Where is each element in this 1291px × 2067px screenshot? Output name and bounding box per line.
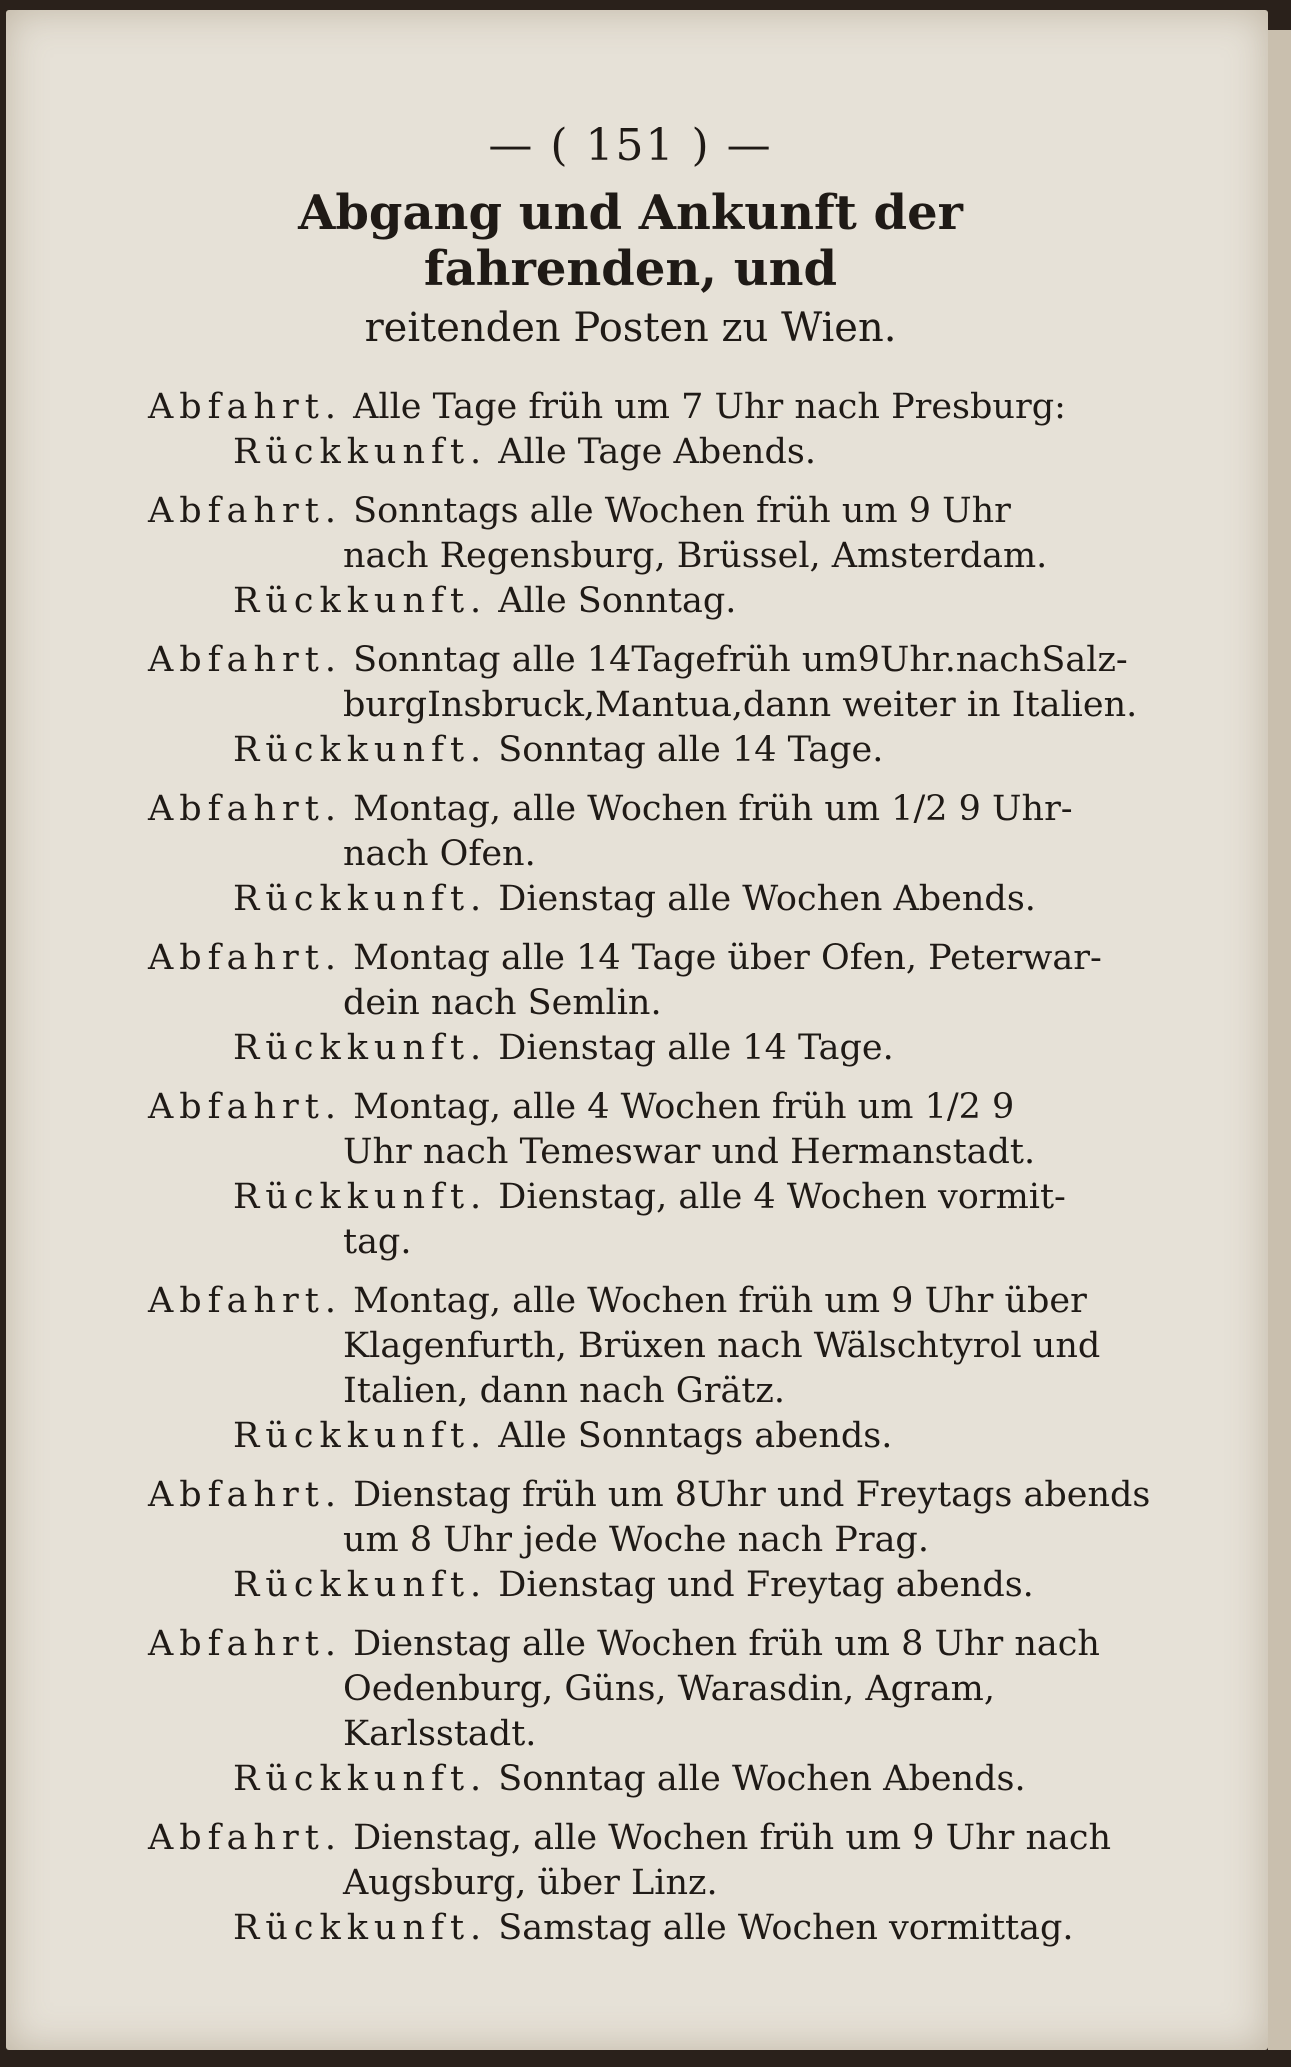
schedule-entry <box>148 1279 1113 1459</box>
departure-line <box>148 489 1113 534</box>
departure-continuation <box>148 1861 1113 1906</box>
return-label: Rückkunft. <box>233 879 488 919</box>
return-text: Dienstag alle Wochen Abends. <box>498 879 1036 919</box>
return-label: Rückkunft. <box>233 1908 488 1948</box>
departure-continuation <box>148 832 1113 877</box>
return-text: Dienstag alle 14 Tage. <box>498 1028 894 1068</box>
schedule-entry <box>148 489 1113 624</box>
departure-text: Montag, alle Wochen früh um 9 Uhr über <box>353 1281 1087 1321</box>
return-line <box>148 430 1113 475</box>
return-line <box>148 728 1113 773</box>
departure-text: Dienstag, alle Wochen früh um 9 Uhr nach <box>353 1818 1112 1858</box>
page-content <box>148 120 1151 1965</box>
departure-text: Montag alle 14 Tage über Ofen, Peterwar- <box>353 938 1102 978</box>
departure-line <box>148 1279 1113 1324</box>
schedule-entry <box>148 385 1113 475</box>
return-line <box>148 579 1113 624</box>
departure-line <box>148 1622 1113 1667</box>
departure-text: Augsburg, über Linz. <box>343 1863 718 1903</box>
departure-line <box>148 787 1113 832</box>
schedule-entry <box>148 1085 1113 1265</box>
departure-line <box>148 1085 1113 1130</box>
departure-text: Klagenfurth, Brüxen nach Wälschtyrol und <box>343 1326 1101 1366</box>
return-text: Alle Sonntag. <box>498 581 737 621</box>
departure-line <box>148 385 1113 430</box>
schedule-entry <box>148 787 1113 922</box>
departure-text: Dienstag alle Wochen früh um 8 Uhr nach <box>353 1624 1100 1664</box>
page-title: Abgang und Ankunft der fahrenden, und <box>298 185 963 297</box>
departure-text: Montag, alle Wochen früh um 1/2 9 Uhr- <box>353 789 1073 829</box>
return-text: Sonntag alle Wochen Abends. <box>498 1759 1026 1799</box>
departure-continuation <box>148 1324 1113 1369</box>
return-line <box>148 1175 1113 1220</box>
departure-text: Montag, alle 4 Wochen früh um 1/2 9 <box>353 1087 1015 1127</box>
departure-line <box>148 1473 1151 1518</box>
return-line <box>148 1757 1113 1802</box>
return-line <box>148 1414 1113 1459</box>
departure-text: burgInsbruck,Mantua,dann weiter in Italien. <box>343 685 1138 725</box>
departure-label: Abfahrt. <box>148 387 342 427</box>
return-label: Rückkunft. <box>233 1759 488 1799</box>
return-label: Rückkunft. <box>233 730 488 770</box>
departure-text: Karlsstadt. <box>343 1714 537 1754</box>
return-text: Alle Tage Abends. <box>498 432 816 472</box>
schedule-entry <box>148 1622 1113 1802</box>
departure-line <box>148 638 1128 683</box>
schedule-entry <box>148 1816 1113 1951</box>
return-label: Rückkunft. <box>233 1177 488 1217</box>
page-subtitle: reitenden Posten zu Wien. <box>364 305 897 351</box>
departure-label: Abfahrt. <box>148 491 342 531</box>
departure-text: dein nach Semlin. <box>343 983 662 1023</box>
departure-text: Alle Tage früh um 7 Uhr nach Presburg: <box>353 387 1066 427</box>
return-line <box>148 1026 1113 1071</box>
departure-line <box>148 1816 1113 1861</box>
departure-text: nach Regensburg, Brüssel, Amsterdam. <box>343 536 1048 576</box>
departure-label: Abfahrt. <box>148 1624 342 1664</box>
departure-label: Abfahrt. <box>148 938 342 978</box>
departure-text: Italien, dann nach Grätz. <box>343 1371 785 1411</box>
schedule-entry <box>148 1473 1151 1608</box>
departure-text: Sonntag alle 14Tagefrüh um9Uhr.nachSalz- <box>353 640 1128 680</box>
departure-continuation <box>148 1130 1113 1175</box>
schedule-entry <box>148 936 1113 1071</box>
departure-continuation <box>148 1518 1113 1563</box>
departure-continuation <box>148 981 1113 1026</box>
return-label: Rückkunft. <box>233 1028 488 1068</box>
departure-label: Abfahrt. <box>148 1818 342 1858</box>
departure-label: Abfahrt. <box>148 1087 342 1127</box>
return-label: Rückkunft. <box>233 432 488 472</box>
departure-text: Sonntags alle Wochen früh um 9 Uhr <box>353 491 1011 531</box>
return-label: Rückkunft. <box>233 1416 488 1456</box>
return-text: Alle Sonntags abends. <box>498 1416 893 1456</box>
return-line <box>148 1563 1113 1608</box>
departure-label: Abfahrt. <box>148 1475 342 1515</box>
departure-text: nach Ofen. <box>343 834 536 874</box>
return-text: tag. <box>343 1222 412 1262</box>
departure-line <box>148 936 1113 981</box>
departure-continuation <box>148 1369 1113 1414</box>
departure-continuation <box>148 534 1113 579</box>
departure-continuation <box>148 1667 1113 1712</box>
departure-label: Abfahrt. <box>148 640 342 680</box>
return-label: Rückkunft. <box>233 1565 488 1605</box>
return-continuation <box>148 1220 1113 1265</box>
departure-text: Dienstag früh um 8Uhr und Freytags abends <box>353 1475 1151 1515</box>
return-line <box>148 877 1113 922</box>
return-text: Dienstag und Freytag abends. <box>498 1565 1034 1605</box>
return-text: Sonntag alle 14 Tage. <box>498 730 884 770</box>
schedule-list <box>148 385 1151 1951</box>
return-label: Rückkunft. <box>233 581 488 621</box>
return-text: Dienstag, alle 4 Wochen vormit- <box>498 1177 1066 1217</box>
departure-text: Oedenburg, Güns, Warasdin, Agram, <box>343 1669 995 1709</box>
return-text: Samstag alle Wochen vormittag. <box>498 1908 1074 1948</box>
departure-text: um 8 Uhr jede Woche nach Prag. <box>343 1520 929 1560</box>
departure-continuation <box>148 1712 1113 1757</box>
departure-continuation <box>148 683 1138 728</box>
page-number: — ( 151 ) — <box>488 120 773 171</box>
departure-label: Abfahrt. <box>148 1281 342 1321</box>
departure-label: Abfahrt. <box>148 789 342 829</box>
schedule-entry <box>148 638 1138 773</box>
page-edge <box>1268 30 1291 2050</box>
departure-text: Uhr nach Temeswar und Hermanstadt. <box>343 1132 1036 1172</box>
return-line <box>148 1906 1113 1951</box>
